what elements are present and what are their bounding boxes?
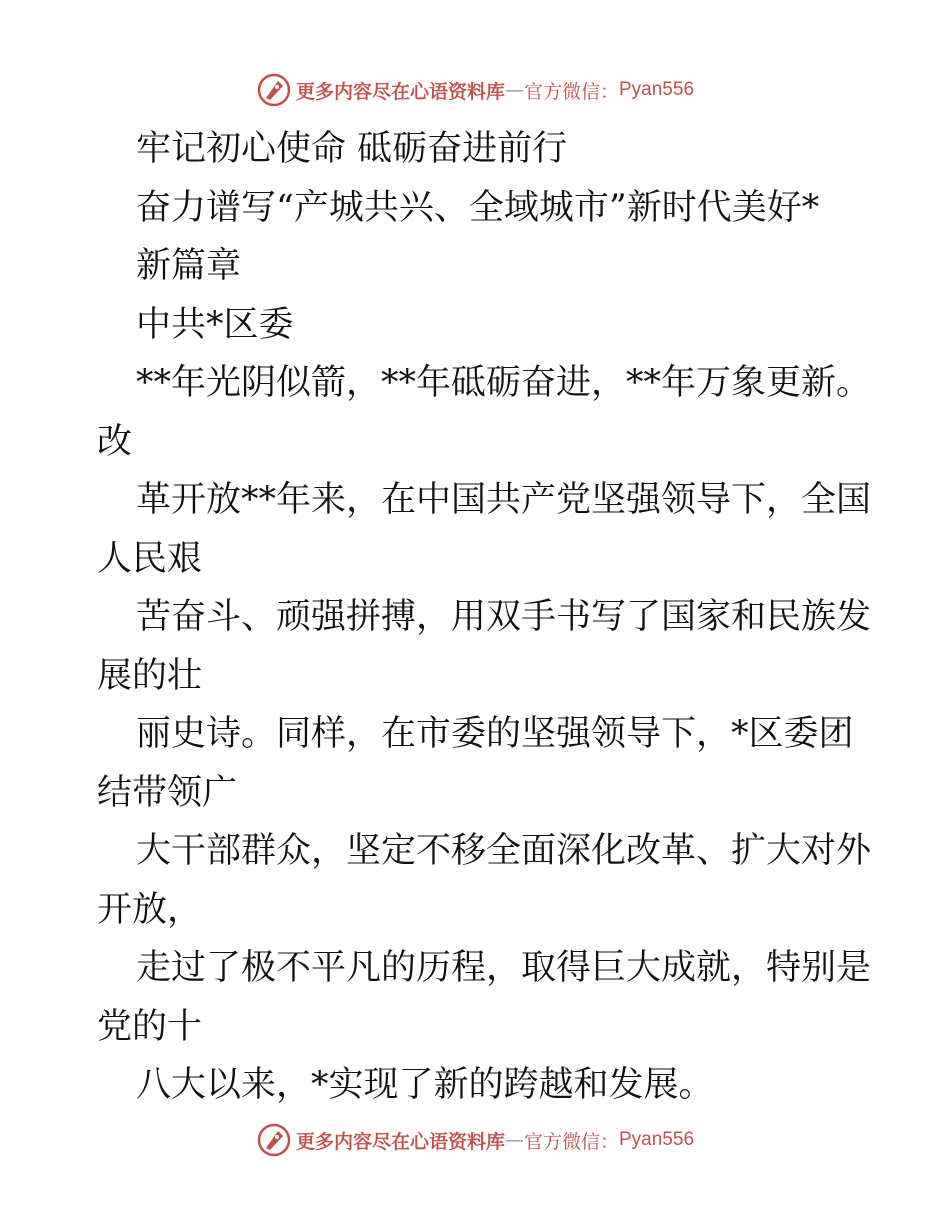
doc-line: 开放，	[97, 889, 203, 930]
watermark-lead: 更多内容尽在心语资料库	[295, 1130, 505, 1153]
watermark-wechat-label: 官方微信：	[523, 1130, 619, 1153]
doc-line: 牢记初心使命 砥砺奋进前行	[136, 129, 568, 169]
doc-line: 走过了极不平凡的历程，取得巨大成就，特别是	[136, 948, 872, 988]
footer-watermark	[0, 1120, 950, 1160]
pen-nib-logo-icon	[256, 72, 292, 108]
watermark-lead: 更多内容尽在心语资料库	[295, 80, 505, 103]
watermark-wechat-id: Pyan556	[619, 1129, 695, 1150]
doc-line: 中共*区委	[136, 304, 294, 345]
doc-line: 新篇章	[136, 246, 242, 286]
doc-line: 改	[97, 421, 133, 462]
doc-line: 革开放**年来，在中国共产党坚强领导下，全国	[136, 480, 872, 520]
doc-line: 苦奋斗、顽强拼搏，用双手书写了国家和民族发	[136, 597, 872, 637]
doc-line: 奋力谱写“产城共兴、全域城市”新时代美好*	[136, 187, 820, 228]
watermark-separator: —	[504, 1129, 524, 1151]
doc-line: 结带领广	[97, 772, 238, 813]
doc-line: 人民艰	[97, 538, 203, 579]
doc-line: 八大以来，*实现了新的跨越和发展。	[136, 1065, 714, 1105]
doc-line: 丽史诗。同样，在市委的坚强领导下，*区委团	[136, 714, 854, 754]
header-watermark	[0, 70, 950, 110]
watermark-wechat-id: Pyan556	[619, 79, 695, 100]
pen-nib-logo-icon	[256, 1122, 292, 1158]
doc-line: **年光阴似箭，**年砥砺奋进，**年万象更新。	[136, 363, 872, 403]
document-body	[97, 120, 872, 1115]
watermark-separator: —	[504, 79, 524, 101]
doc-line: 大干部群众，坚定不移全面深化改革、扩大对外	[136, 831, 872, 871]
doc-line: 党的十	[97, 1006, 203, 1047]
watermark-wechat-label: 官方微信：	[523, 80, 619, 103]
doc-line: 展的壮	[97, 655, 203, 696]
